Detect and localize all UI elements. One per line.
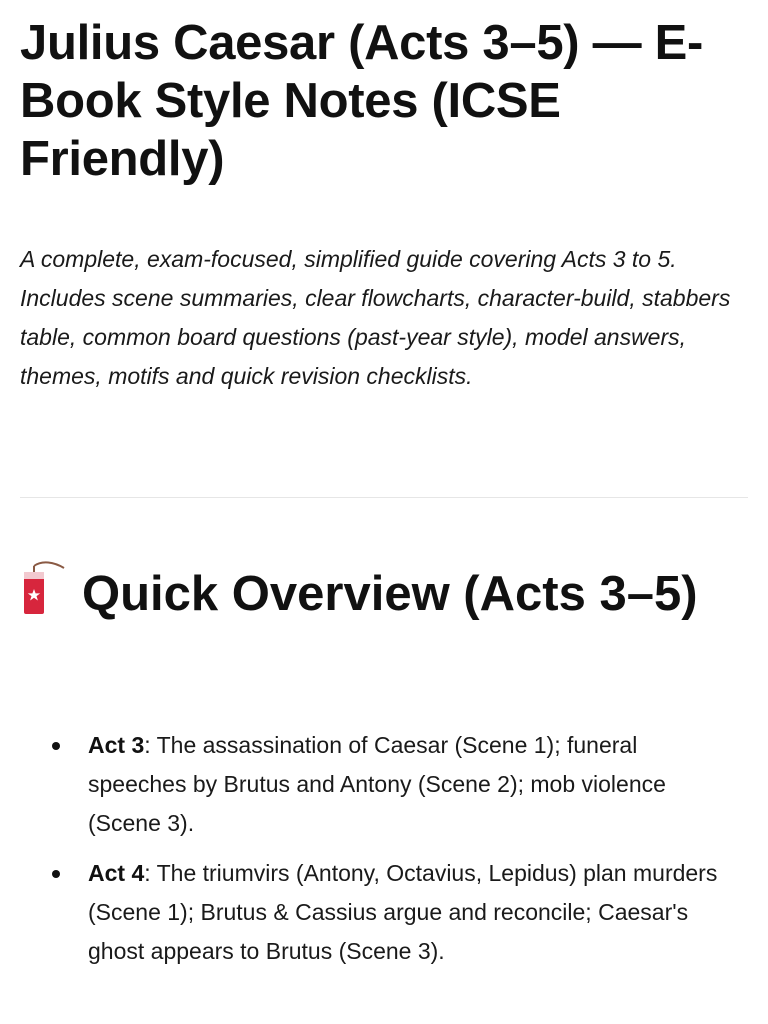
list-item-act-4 xyxy=(48,854,728,971)
act-label: Act 3 xyxy=(88,732,145,758)
bullet-icon xyxy=(52,870,60,878)
list-item-act-3 xyxy=(48,726,728,843)
section-heading-quick-overview xyxy=(20,560,760,623)
section-heading-text: Quick Overview (Acts 3–5) xyxy=(82,567,698,621)
overview-list xyxy=(48,726,728,982)
page-subtitle: A complete, exam-focused, simplified guide covering Acts 3 to 5. Includes scene summaries, clear flowcharts, character-build, stabbers table, common board questions (past-year style), model answers, themes, motifs and quick revision checklists. xyxy=(20,246,731,389)
act-label: Act 4 xyxy=(88,860,145,886)
bullet-icon xyxy=(52,742,60,750)
section-divider xyxy=(20,497,748,498)
page-title: Julius Caesar (Acts 3–5) — E-Book Style Notes (ICSE Friendly) xyxy=(20,16,704,186)
act-summary: : The triumvirs (Antony, Octavius, Lepidus) plan murders (Scene 1); Brutus & Cassius argue and reconcile; Caesar's ghost appears to Brutus (Scene 3). xyxy=(88,860,718,964)
act-summary: : The assassination of Caesar (Scene 1); funeral speeches by Brutus and Antony (Scene 2); mob violence (Scene 3). xyxy=(88,732,666,836)
bookmark-icon xyxy=(20,560,66,616)
